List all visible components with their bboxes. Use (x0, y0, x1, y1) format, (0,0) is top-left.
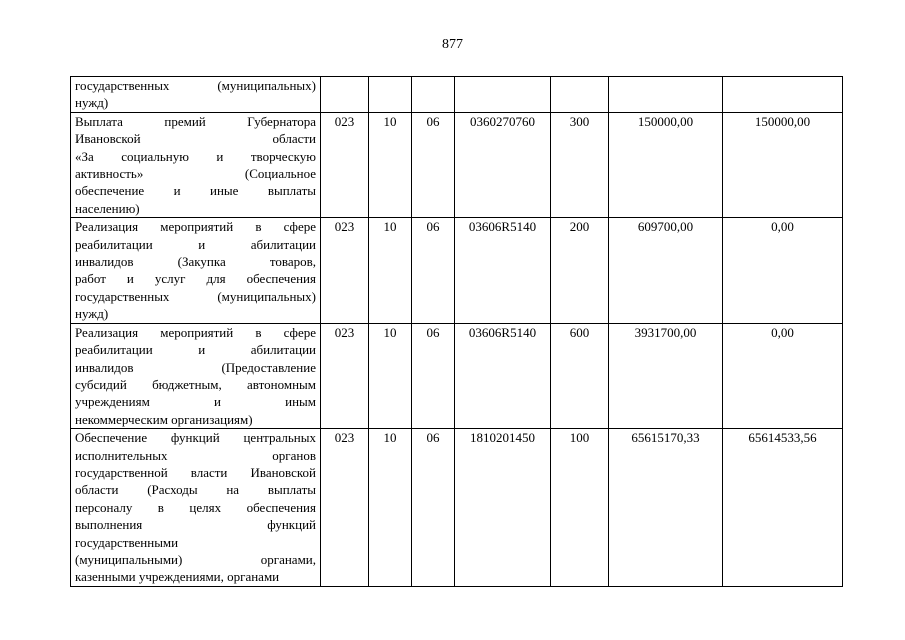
expense-type-cell (551, 77, 609, 113)
table-row (71, 323, 843, 428)
podrazdel-cell (412, 77, 455, 113)
podrazdel-cell: 06 (412, 323, 455, 428)
target-article-cell: 1810201450 (455, 429, 551, 587)
sum-2-cell: 65614533,56 (723, 429, 843, 587)
description-line: инвалидов (Закупка товаров, (75, 254, 316, 270)
razdel-cell: 10 (369, 112, 412, 217)
description-line: (муниципальными) органами, (75, 551, 316, 567)
glava-cell (321, 77, 369, 113)
description-line: реабилитации и абилитации (75, 236, 316, 252)
description-line: выполнения функций (75, 517, 316, 533)
description-line: Обеспечение функций центральных (75, 430, 316, 446)
target-article-cell: 03606R5140 (455, 323, 551, 428)
description-line: государственной власти Ивановской (75, 464, 316, 480)
expense-type-cell: 300 (551, 112, 609, 217)
target-article-cell: 03606R5140 (455, 218, 551, 323)
podrazdel-cell: 06 (412, 112, 455, 217)
sum-1-cell: 609700,00 (609, 218, 723, 323)
sum-1-cell (609, 77, 723, 113)
description-line: казенными учреждениями, органами (75, 569, 280, 585)
sum-2-cell: 0,00 (723, 323, 843, 428)
sum-1-cell: 65615170,33 (609, 429, 723, 587)
expense-type-cell: 600 (551, 323, 609, 428)
budget-table (70, 76, 843, 587)
description-line: некоммерческим организациям) (75, 411, 253, 427)
page-number: 877 (442, 37, 463, 52)
sum-1-cell: 150000,00 (609, 112, 723, 217)
razdel-cell: 10 (369, 218, 412, 323)
description-line: активность» (Социальное (75, 166, 316, 182)
description-cell (71, 218, 321, 323)
description-line: нужд) (75, 306, 109, 322)
glava-cell: 023 (321, 323, 369, 428)
description-line: реабилитации и абилитации (75, 342, 316, 358)
sum-2-cell (723, 77, 843, 113)
table-row (71, 218, 843, 323)
glava-cell: 023 (321, 429, 369, 587)
glava-cell: 023 (321, 218, 369, 323)
description-line: «За социальную и творческую (75, 148, 316, 164)
description-line: государственных (муниципальных) (75, 288, 316, 304)
target-article-cell (455, 77, 551, 113)
expense-type-cell: 200 (551, 218, 609, 323)
glava-cell: 023 (321, 112, 369, 217)
description-cell (71, 429, 321, 587)
sum-2-cell: 0,00 (723, 218, 843, 323)
razdel-cell: 10 (369, 323, 412, 428)
description-line: исполнительных органов (75, 447, 316, 463)
podrazdel-cell: 06 (412, 429, 455, 587)
description-line: Реализация мероприятий в сфере (75, 219, 316, 235)
description-line: субсидий бюджетным, автономным (75, 376, 316, 392)
description-line: инвалидов (Предоставление (75, 359, 316, 375)
description-line: государственными (75, 534, 179, 550)
table-row (71, 429, 843, 587)
description-line: обеспечение и иные выплаты (75, 183, 316, 199)
table-body (71, 77, 843, 587)
description-line: государственных (муниципальных) (75, 78, 316, 93)
description-line: населению) (75, 200, 140, 216)
description-line: Выплата премий Губернатора (75, 113, 316, 129)
table-row (71, 77, 843, 113)
sum-1-cell: 3931700,00 (609, 323, 723, 428)
description-line: персоналу в целях обеспечения (75, 499, 316, 515)
sum-2-cell: 150000,00 (723, 112, 843, 217)
description-line: Реализация мероприятий в сфере (75, 324, 316, 340)
description-line: области (Расходы на выплаты (75, 482, 316, 498)
expense-type-cell: 100 (551, 429, 609, 587)
podrazdel-cell: 06 (412, 218, 455, 323)
description-line: работ и услуг для обеспечения (75, 271, 316, 287)
description-line: Ивановской области (75, 131, 316, 147)
target-article-cell: 0360270760 (455, 112, 551, 217)
razdel-cell (369, 77, 412, 113)
description-cell (71, 77, 321, 113)
description-line: нужд) (75, 95, 109, 111)
description-cell (71, 323, 321, 428)
description-line: учреждениям и иным (75, 394, 316, 410)
razdel-cell: 10 (369, 429, 412, 587)
description-cell (71, 112, 321, 217)
table-row (71, 112, 843, 217)
